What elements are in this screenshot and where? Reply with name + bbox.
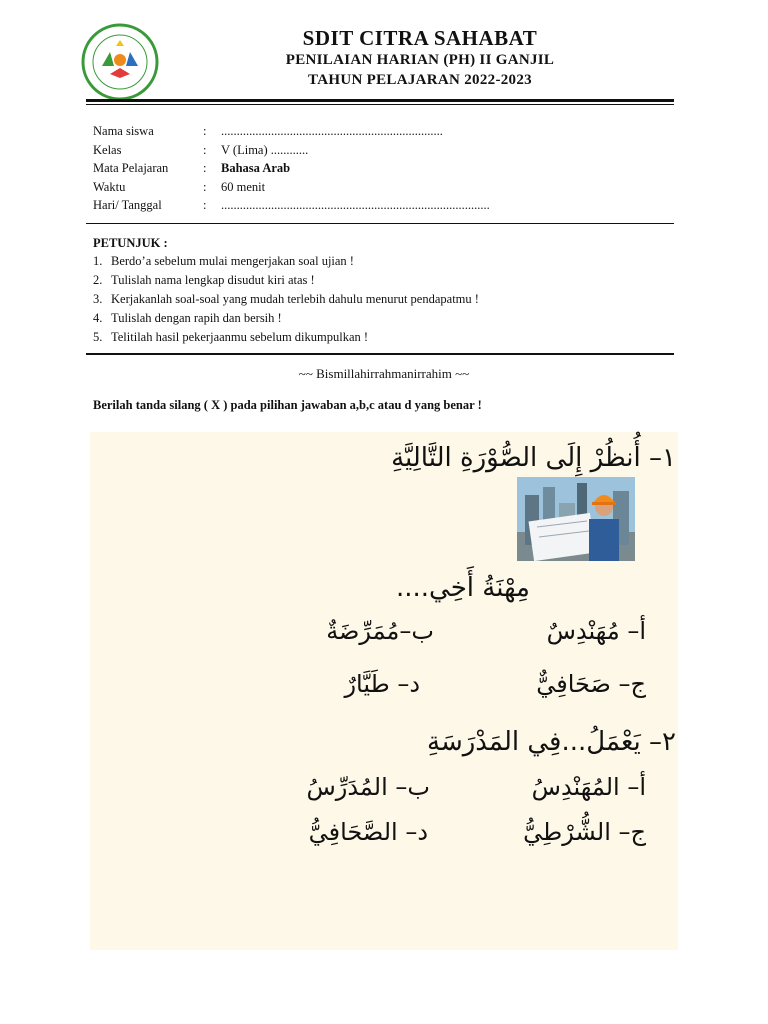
q2-option-a[interactable]: أ– المُهَنْدِسُ [531, 773, 646, 801]
info-label: Kelas [93, 142, 122, 157]
question-instruction: Berilah tanda silang ( X ) pada pilihan jawaban a,b,c atau d yang benar ! [93, 398, 482, 412]
q1-option-c[interactable]: ج– صَحَافِيٌّ [536, 670, 646, 698]
info-row-class: Kelas : V (Lima) ............ [93, 141, 490, 160]
instruction-item: 2. Tulislah nama lengkap disudut kiri atas ! [93, 273, 315, 287]
info-label: Mata Pelajaran [93, 161, 169, 175]
academic-year: TAHUN PELAJARAN 2022-2023 [308, 72, 532, 88]
student-info [93, 122, 490, 215]
info-label: Hari/ Tanggal [93, 198, 162, 212]
q1-option-a[interactable]: أ– مُهَنْدِسٌ [546, 617, 646, 645]
info-label: Waktu [93, 179, 126, 194]
bismillah: ~~ Bismillahirrahmanirrahim ~~ [298, 366, 470, 381]
date-field[interactable]: ...................................................................................... [221, 198, 490, 212]
engineer-photo [517, 477, 635, 561]
question-1-stem: مِهْنَةُ أَخِي.... [396, 573, 530, 603]
name-field[interactable]: ....................................................................... [221, 124, 443, 138]
class-value: V (Lima) ............ [221, 142, 309, 157]
instruction-item: 1. Berdo’a sebelum mulai mengerjakan soal ujian ! [93, 254, 354, 268]
info-label: Nama siswa [93, 124, 154, 138]
info-row-name: Nama siswa : ....................................................................... [93, 122, 490, 141]
header-rule-thin [86, 104, 674, 105]
question-2-prompt: ٢– يَعْمَلُ...فِي المَدْرَسَةِ [427, 727, 676, 757]
school-name: SDIT CITRA SAHABAT [302, 26, 538, 50]
subject-value: Bahasa Arab [221, 161, 291, 175]
instruction-item: 5. Telitilah hasil pekerjaanmu sebelum dikumpulkan ! [93, 330, 369, 344]
q2-option-b[interactable]: ب– المُدَرِّسُ [306, 773, 430, 801]
q2-option-c[interactable]: ج– الشُّرْطِيُّ [523, 818, 646, 846]
q1-option-d[interactable]: د– طَيَّارٌ [344, 670, 420, 698]
q1-option-b[interactable]: ب–مُمَرِّضَةٌ [326, 617, 434, 645]
question-1-prompt: ١– أُنظُرْ إِلَى الصُّوْرَةِ التَّالِيَّةِ [391, 443, 676, 473]
instructions-rule [86, 353, 674, 355]
instructions-title: PETUNJUK : [93, 236, 168, 250]
school-logo [80, 22, 160, 102]
exam-title: PENILAIAN HARIAN (PH) II GANJIL [285, 52, 555, 68]
instructions-block [93, 234, 479, 347]
header-rule-thick [86, 99, 674, 102]
q2-option-d[interactable]: د– الصَّحَافِيُّ [308, 818, 428, 846]
info-row-time: Waktu : 60 menit [93, 178, 490, 197]
instruction-item: 3. Kerjakanlah soal-soal yang mudah terlebih dahulu menurut pendapatmu ! [93, 292, 479, 306]
time-value: 60 menit [221, 179, 266, 194]
info-row-subject: Mata Pelajaran : Bahasa Arab [93, 159, 490, 178]
info-row-date: Hari/ Tanggal : ...................................................................................... [93, 196, 490, 215]
instruction-item: 4. Tulislah dengan rapih dan bersih ! [93, 311, 282, 325]
info-rule [86, 223, 674, 224]
